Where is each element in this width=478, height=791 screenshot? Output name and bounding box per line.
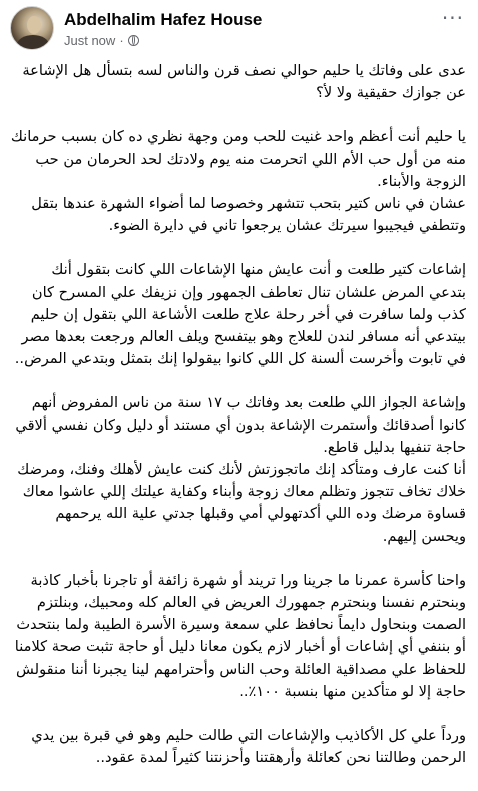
page-avatar[interactable]	[10, 6, 54, 50]
avatar-shoulders	[17, 35, 49, 50]
more-options-icon[interactable]: ···	[441, 6, 464, 30]
post-paragraph: وإشاعة الجواز اللي طلعت بعد وفاتك ب ١٧ سنة من ناس المفروض أنهم كانوا أصدقائك وأستمرت الإشاعة بدون أي مستند أو دليل وكان نفسي ألاقي حاجة تنفيها بدليل قاطع. أنا كنت عارف ومتأكد إنك ماتجوزتش لأنك كنت عايش لأهلك وفنك، ومرضك خلاك تخاف تتجوز وتظلم معاك زوجة وأبناء وكفاية عيلتك إللي عاشوا معاك قساوة مرضك وده اللي أكدتهولي أمي وقبلها جدتي علية الله يرحمهم ويحسن إليهم.	[15, 394, 466, 545]
avatar-face	[27, 16, 41, 34]
post-time[interactable]: Just now	[64, 33, 116, 48]
post-paragraph: واحنا كأسرة عمرنا ما جرينا ورا تريند أو شهرة زائفة أو تاجرنا بأخبار كاذبة وبنحترم نفسنا وبنحترم جمهورك العريض في العالم كله ومحبيك، وبنلتزم الصمت وبنحاول دايماً نحافظ علي سمعة وسيرة الأسرة الطيبة ولما بنتحدث أو بننفي أي إشاعات أو أخبار لازم يكون معانا دليل أو حاجة تثبت صحة كلامنا للحفاظ علي مصداقية العائلة وحب الناس وأحترامهم لينا يجبرنا أننا منقولش حاجة إلا لو متأكدين منها بنسبة ١٠٠٪..	[14, 571, 466, 700]
post-meta	[64, 33, 139, 48]
post-text	[0, 60, 478, 791]
post-paragraph: ورداً علي كل الأكاذيب والإشاعات التي طالت حليم وهو في قبرة بين يدي الرحمن وطالتنا نحن كعائلة وأرهقتنا وأحزنتنا كثيراً لمدة عقود..	[31, 727, 466, 767]
post-header	[0, 0, 478, 64]
post-paragraph: يا حليم أنت أعظم واحد غنيت للحب ومن وجهة نظري ده كان بسبب حرمانك منه من أول حب الأم اللي اتحرمت منه يوم ولادتك لحد الحرمان من حب الزوجة والأبناء. عشان في ناس كتير بتحب تتشهر وخصوصا لما أضواء الشهرة عندها بتقل وتتطفي فيجيبوا سيرتك عشان يرجعوا تاني في دايرة الضوء.	[10, 128, 466, 235]
meta-separator: ·	[119, 33, 124, 48]
page-name[interactable]: Abdelhalim Hafez House	[64, 10, 263, 29]
post-paragraph: إشاعات كتير طلعت و أنت عايش منها الإشاعات اللي كانت بتقول أنك بتدعي المرض علشان تنال تعاطف الجمهور وإن نزيفك علي المسرح كان كذب ولما سافرت في أخر رحلة علاج طلعت الأشاعة اللي بتقول إن حليم بيتدعي أنه مسافر لندن للعلاج وهو بيتفسح ويلف العالم ورجعت بعدها مصر في تابوت وأخرست ألسنة كل اللي كانوا بيقولوا إنك بتمثل وبتدعي المرض..	[14, 261, 466, 368]
globe-icon[interactable]	[128, 35, 139, 46]
post-paragraph: عدى على وفاتك يا حليم حوالي نصف قرن والناس لسه بتسأل هل الإشاعة عن جوازك حقيقية ولا لأ؟	[22, 62, 466, 102]
